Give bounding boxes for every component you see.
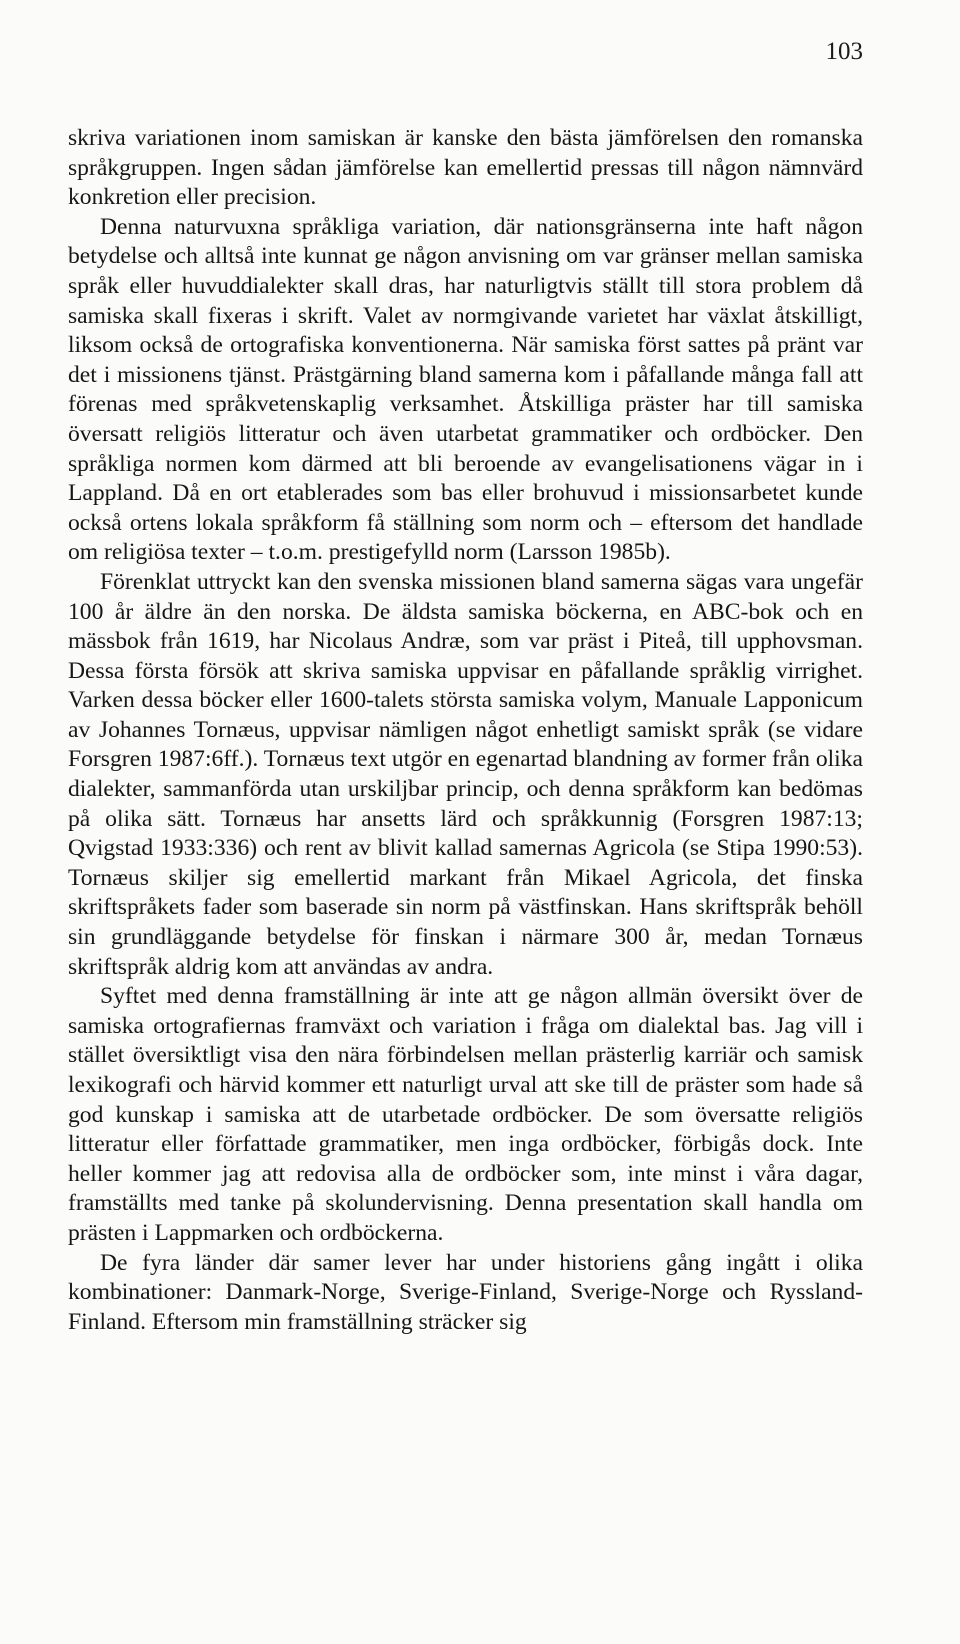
paragraph-1: skriva variationen inom samiskan är kanske den bästa jämförelsen den romanska språkgruppen. Ingen sådan jämförelse kan emellertid pressas till någon nämnvärd konkretion eller precision. xyxy=(68,125,863,211)
paragraph-4: Syftet med denna framställning är inte att ge någon allmän översikt över de samiska ortografiernas framväxt och variation i fråga om dialektal bas. Jag vill i stället översiktligt visa den nära förbindelsen mellan prästerlig karriär och samisk lexikografi och härvid kommer ett naturligt urval att ske till de präster som hade så god kunskap i samiska att de utarbetade ordböcker. De som översatte religiös litteratur eller författade grammatiker, men inga ordböcker, förbigås dock. Inte heller kommer jag att redovisa alla de ordböcker som, inte minst i våra dagar, framställts med tanke på skolundervisning. Denna presentation skall handla om prästen i Lappmarken och ordböckerna. xyxy=(68,983,863,1246)
body-text xyxy=(68,124,863,1337)
paragraph-2: Denna naturvuxna språkliga variation, där nationsgränserna inte haft någon betydelse och alltså inte kunnat ge någon anvisning om var gränser mellan samiska språk eller huvuddialekter skall dras, har naturligtvis ställt till stora problem då samiska skall fixeras i skrift. Valet av normgivande varietet har växlat åtskilligt, liksom också de ortografiska konventionerna. När samiska först sattes på pränt var det i missionens tjänst. Prästgärning bland samerna kom i påfallande många fall att förenas med språkvetenskaplig verksamhet. Åtskilliga präster har till samiska översatt religiös litteratur och även utarbetat grammatiker och ordböcker. Den språkliga normen kom därmed att bli beroende av evangelisationens vägar in i Lappland. Då en ort etablerades som bas eller brohuvud i missionsarbetet kunde också ortens lokala språkform få ställning som norm och – eftersom det handlade om religiösa texter – t.o.m. prestigefylld norm (Larsson 1985b). xyxy=(68,213,863,566)
paragraph-3: Förenklat uttryckt kan den svenska missionen bland samerna sägas vara ungefär 100 år äldre än den norska. De äldsta samiska böckerna, en ABC-bok och en mässbok från 1619, har Nicolaus Andræ, som var präst i Piteå, till upphovsman. Dessa första försök att skriva samiska uppvisar en påfallande språklig virrighet. Varken dessa böcker eller 1600-talets största samiska volym, Manuale Lapponicum av Johannes Tornæus, uppvisar nämligen något enhetligt samiskt språk (se vidare Forsgren 1987:6ff.). Tornæus text utgör en egenartad blandning av former från olika dialekter, sammanförda utan urskiljbar princip, och denna språkform kan bedömas på olika sätt. Tornæus har ansetts lärd och språkkunnig (Forsgren 1987:13; Qvigstad 1933:336) och rent av blivit kallad samernas Agricola (se Stipa 1990:53). Tornæus skiljer sig emellertid markant från Mikael Agricola, det finska skriftspråkets fader som baserade sin norm på västfinskan. Hans skriftspråk behöll sin grundläggande betydelse för finskan i närmare 300 år, medan Tornæus skriftspråk aldrig kom att användas av andra. xyxy=(68,568,863,980)
paragraph-5: De fyra länder där samer lever har under historiens gång ingått i olika kombinationer: Danmark-Norge, Sverige-Finland, Sverige-Norge och Ryssland-Finland. Eftersom min framställning sträcker sig xyxy=(68,1249,863,1335)
page-number: 103 xyxy=(825,38,863,65)
